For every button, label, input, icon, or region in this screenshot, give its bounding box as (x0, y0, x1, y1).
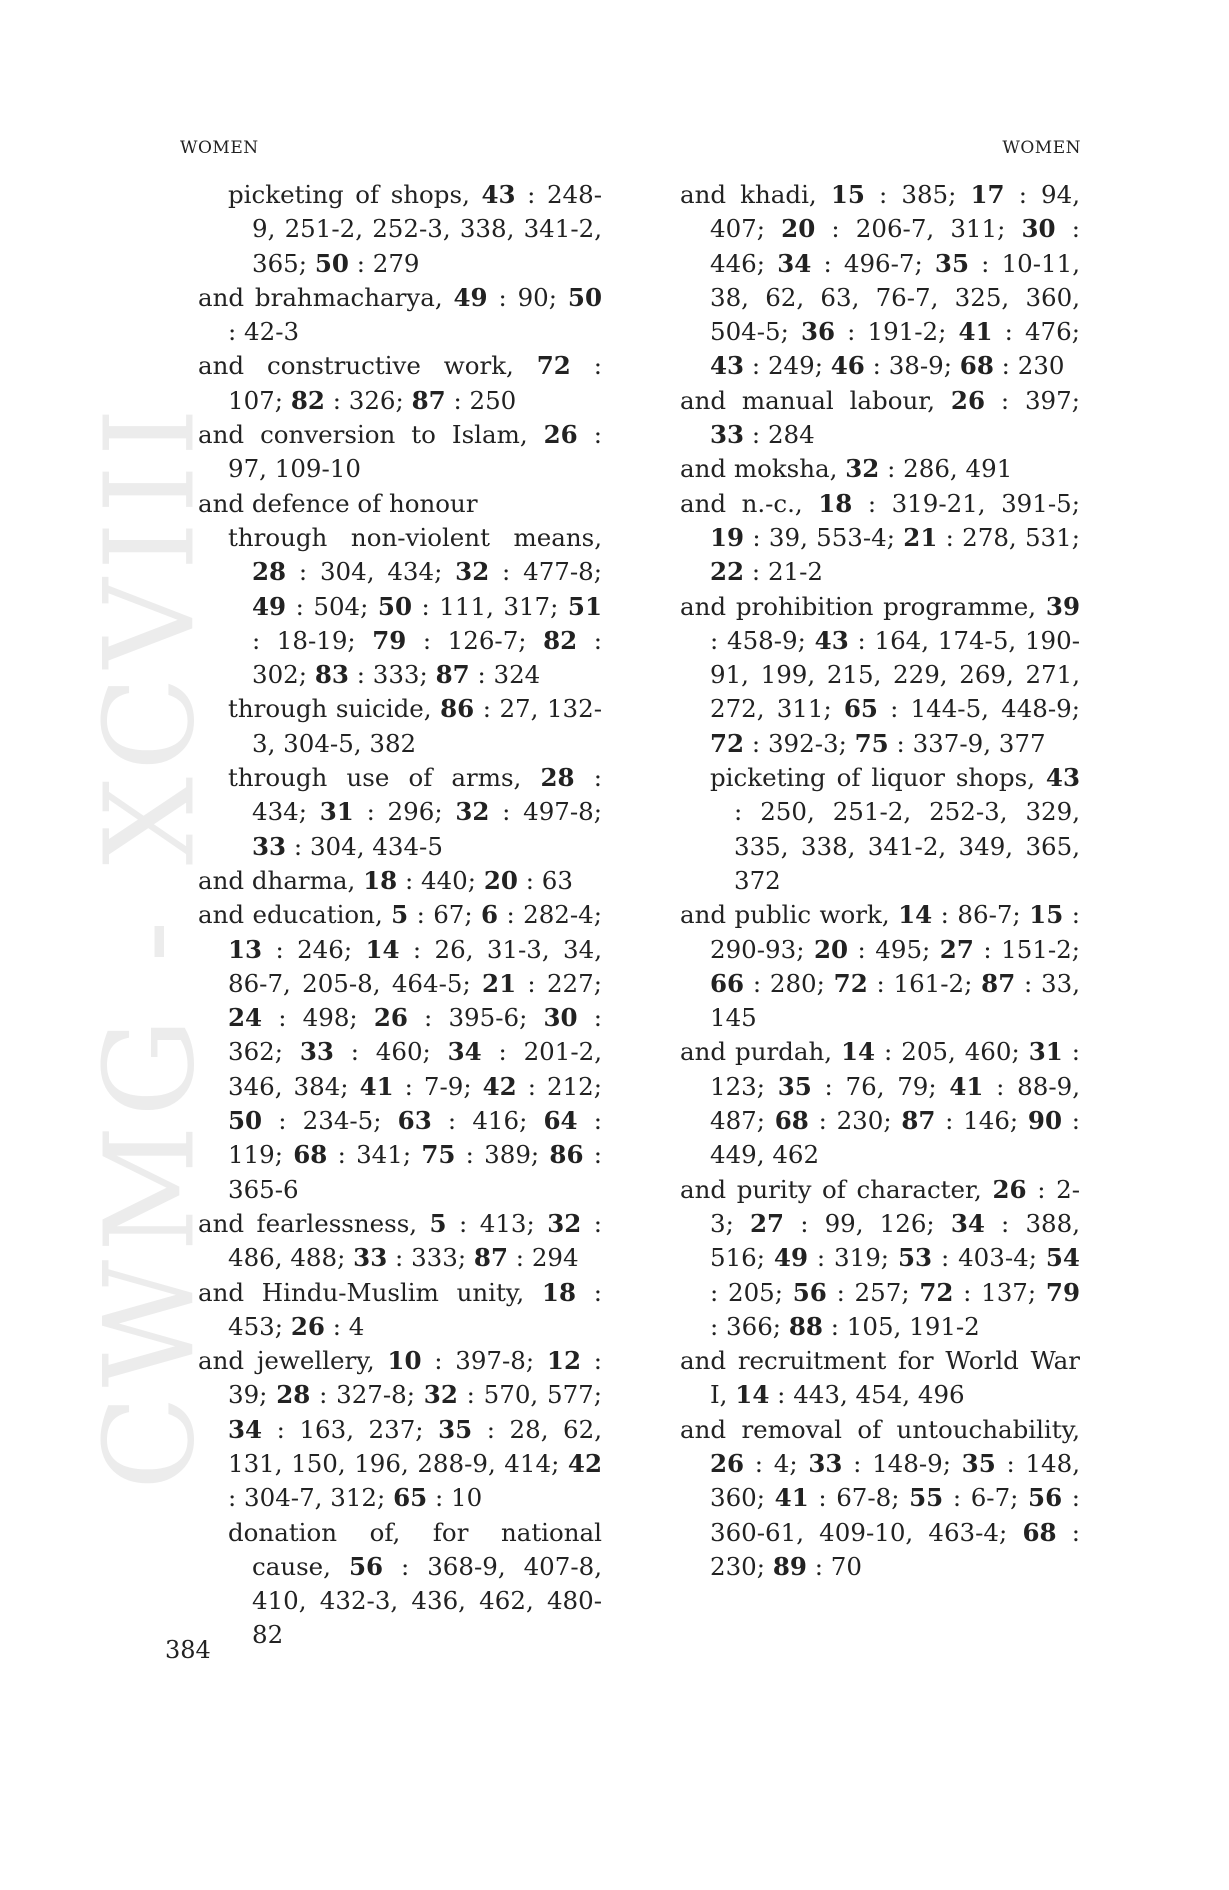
volume-number: 17 (970, 180, 1005, 209)
volume-number: 32 (547, 1208, 582, 1238)
index-entry: and defence of honour (198, 488, 478, 518)
volume-number: 22 (710, 557, 745, 587)
index-entry: and public work, 14 : 86-7; 15 : 290-93; 20 : 495; 27 : 151-2; 66 : 280; 72 : 161-2; 87 : 33, 145 (680, 900, 1081, 1033)
volume-number: 33 (299, 1037, 334, 1067)
index-subentry: picketing of liquor shops, 43 : 250, 251-2, 252-3, 329, 335, 338, 341-2, 349, 365, 372 (710, 763, 1080, 895)
volume-number: 72 (833, 968, 868, 998)
volume-number: 14 (365, 934, 400, 964)
page-number: 384 (165, 1636, 211, 1664)
volume-number: 68 (774, 1106, 809, 1136)
index-entry: and prohibition programme, 39 : 458-9; 43 : 164, 174-5, 190-91, 199, 215, 229, 269, 271, 272, 311; 65 : 144-5, 448-9; 72 : 392-3; 75 : 337-9, 377 (680, 591, 1080, 758)
index-entry: and jewellery, 10 : 397-8; 12 : 39; 28 : 327-8; 32 : 570, 577; 34 : 163, 237; 35 : 28, 62, 131, 150, 196, 288-9, 414; 42 : 304-7, 312; 65 : 10 (198, 1346, 603, 1513)
index-entry: and removal of untouchability, 26 : 4; 33 : 148-9; 35 : 148, 360; 41 : 67-8; 55 : 6-7; 56 : 360-61, 409-10, 463-4; 68 : 230; 89 : 70 (680, 1414, 1081, 1581)
volume-number: 83 (314, 660, 349, 690)
volume-number: 15 (830, 180, 865, 209)
volume-number: 34 (447, 1037, 482, 1067)
volume-number: 26 (710, 1448, 745, 1478)
volume-number: 79 (372, 625, 407, 655)
volume-number: 18 (541, 1277, 577, 1307)
volume-number: 53 (897, 1243, 933, 1273)
index-entry: and Hindu-Muslim unity, 18 : 453; 26 : 4 (198, 1277, 602, 1341)
volume-number: 86 (440, 694, 475, 724)
volume-number: 33 (252, 831, 287, 861)
volume-number: 33 (353, 1243, 388, 1273)
volume-number: 26 (290, 1311, 325, 1341)
volume-number: 35 (961, 1448, 996, 1478)
volume-number: 87 (435, 660, 470, 690)
volume-number: 13 (228, 934, 263, 964)
volume-number: 43 (710, 351, 745, 381)
volume-number: 82 (543, 625, 578, 655)
volume-number: 72 (536, 351, 571, 381)
volume-number: 19 (710, 522, 745, 552)
volume-number: 20 (781, 214, 816, 244)
volume-number: 36 (800, 317, 836, 347)
running-head-left: WOMEN (180, 138, 259, 158)
index-entry: and manual labour, 26 : 397; 33 : 284 (680, 385, 1080, 450)
volume-number: 24 (228, 1003, 263, 1033)
volume-number: 55 (909, 1483, 944, 1513)
volume-number: 63 (397, 1106, 432, 1136)
volume-number: 18 (818, 488, 853, 518)
index-column-left (198, 178, 602, 1653)
volume-number: 79 (1045, 1277, 1080, 1307)
running-head-right: WOMEN (1002, 138, 1081, 158)
volume-number: 50 (567, 282, 602, 312)
volume-number: 14 (840, 1037, 876, 1067)
volume-number: 14 (898, 900, 933, 930)
volume-number: 42 (567, 1448, 602, 1478)
volume-number: 41 (359, 1071, 394, 1101)
volume-number: 75 (854, 728, 889, 758)
volume-number: 42 (482, 1071, 517, 1101)
volume-number: 27 (749, 1208, 785, 1238)
volume-number: 31 (319, 797, 354, 827)
volume-number: 43 (1045, 763, 1080, 793)
volume-number: 28 (276, 1380, 311, 1410)
volume-number: 65 (393, 1483, 428, 1513)
volume-number: 68 (1022, 1517, 1057, 1547)
volume-number: 31 (1028, 1037, 1063, 1067)
volume-number: 65 (843, 694, 878, 724)
volume-number: 68 (959, 351, 994, 381)
volume-number: 49 (453, 282, 488, 312)
volume-number: 87 (411, 385, 446, 415)
volume-number: 34 (228, 1414, 263, 1444)
volume-number: 88 (788, 1311, 823, 1341)
index-subentry: through non-violent means, 28 : 304, 434; 32 : 477-8; 49 : 504; 50 : 111, 317; 51 : 18-19; 79 : 126-7; 82 : 302; 83 : 333; 87 : 324 (228, 522, 602, 690)
index-entry: and khadi, 15 : 385; 17 : 94, 407; 20 : 206-7, 311; 30 : 446; 34 : 496-7; 35 : 10-11, 38, 62, 63, 76-7, 325, 360, 504-5; 36 : 191-2; 41 : 476; 43 : 249; 46 : 38-9; 68 : 230 (680, 180, 1081, 381)
volume-number: 34 (950, 1208, 985, 1238)
volume-number: 41 (949, 1071, 984, 1101)
volume-number: 32 (845, 454, 880, 484)
volume-number: 82 (290, 385, 325, 415)
index-entry: and dharma, 18 : 440; 20 : 63 (198, 865, 573, 895)
volume-number: 15 (1029, 900, 1064, 930)
index-subentry: through suicide, 86 : 27, 132-3, 304-5, 382 (228, 694, 602, 758)
volume-number: 18 (363, 865, 398, 895)
volume-number: 54 (1045, 1243, 1080, 1273)
index-subentry: through use of arms, 28 : 434; 31 : 296; 32 : 497-8; 33 : 304, 434-5 (228, 763, 603, 861)
watermark-text: CWMG - XCVIII (78, 399, 222, 1491)
index-entry: and purdah, 14 : 205, 460; 31 : 123; 35 : 76, 79; 41 : 88-9, 487; 68 : 230; 87 : 146; 90 : 449, 462 (680, 1037, 1080, 1170)
volume-number: 32 (455, 797, 490, 827)
volume-number: 90 (1027, 1106, 1063, 1136)
volume-number: 26 (373, 1003, 408, 1033)
volume-number: 50 (377, 591, 413, 621)
volume-number: 72 (919, 1277, 954, 1307)
volume-number: 56 (1028, 1483, 1063, 1513)
volume-number: 46 (830, 351, 865, 381)
volume-number: 30 (543, 1003, 578, 1033)
volume-number: 14 (735, 1380, 770, 1410)
volume-number: 10 (387, 1346, 422, 1376)
index-entry: and education, 5 : 67; 6 : 282-4; 13 : 246; 14 : 26, 31-3, 34, 86-7, 205-8, 464-5; 21 : 227; 24 : 498; 26 : 395-6; 30 : 362; 33 : 460; 34 : 201-2, 346, 384; 41 : 7-9; 42 : 212; 50 : 234-5; 63 : 416; 64 : 119; 68 : 341; 75 : 389; 86 : 365-6 (198, 900, 603, 1204)
volume-number: 56 (792, 1277, 827, 1307)
index-entry: and recruitment for World War I, 14 : 443, 454, 496 (680, 1346, 1080, 1410)
index-entry: and conversion to Islam, 26 : 97, 109-10 (198, 420, 602, 484)
index-column-right (680, 178, 1080, 1584)
volume-number: 66 (710, 968, 745, 998)
index-entry: and constructive work, 72 : 107; 82 : 326; 87 : 250 (198, 351, 602, 415)
volume-number: 32 (455, 557, 490, 587)
volume-number: 35 (438, 1414, 473, 1444)
volume-number: 89 (772, 1551, 807, 1581)
volume-number: 87 (981, 968, 1016, 998)
volume-number: 26 (543, 420, 578, 450)
volume-number: 49 (773, 1243, 809, 1273)
volume-number: 6 (481, 900, 499, 930)
volume-number: 50 (314, 248, 349, 278)
volume-number: 27 (939, 934, 974, 964)
volume-number: 64 (543, 1106, 578, 1136)
volume-number: 68 (293, 1140, 328, 1170)
volume-number: 12 (546, 1346, 581, 1376)
volume-number: 28 (540, 763, 575, 793)
volume-number: 20 (813, 934, 849, 964)
index-entry: and purity of character, 26 : 2-3; 27 : 99, 126; 34 : 388, 516; 49 : 319; 53 : 403-4; 54 : 205; 56 : 257; 72 : 137; 79 : 366; 88 : 105, 191-2 (680, 1174, 1080, 1341)
volume-number: 39 (1045, 591, 1080, 621)
index-subentry: donation of, for national cause, 56 : 368-9, 407-8, 410, 432-3, 436, 462, 480-82 (228, 1517, 603, 1650)
volume-number: 50 (228, 1106, 263, 1136)
volume-number: 41 (774, 1483, 809, 1513)
volume-number: 21 (482, 968, 517, 998)
volume-number: 75 (421, 1140, 456, 1170)
volume-number: 26 (992, 1174, 1027, 1204)
volume-number: 26 (950, 385, 986, 415)
index-subentry: picketing of shops, 43 : 248-9, 251-2, 252-3, 338, 341-2, 365; 50 : 279 (228, 180, 602, 278)
volume-number: 86 (549, 1140, 584, 1170)
volume-number: 32 (423, 1380, 458, 1410)
volume-number: 43 (814, 625, 849, 655)
volume-number: 72 (710, 728, 745, 758)
volume-number: 49 (252, 591, 287, 621)
index-entry: and brahmacharya, 49 : 90; 50 : 42-3 (198, 282, 602, 347)
volume-number: 5 (391, 900, 409, 930)
volume-number: 41 (958, 317, 993, 347)
volume-number: 28 (252, 557, 287, 587)
index-entry: and n.-c., 18 : 319-21, 391-5; 19 : 39, 553-4; 21 : 278, 531; 22 : 21-2 (680, 488, 1080, 587)
volume-number: 51 (567, 591, 602, 621)
volume-number: 30 (1021, 214, 1056, 244)
volume-number: 21 (903, 522, 938, 552)
volume-number: 34 (777, 248, 812, 278)
volume-number: 87 (473, 1243, 509, 1273)
volume-number: 35 (777, 1071, 812, 1101)
volume-number: 56 (348, 1551, 384, 1581)
volume-number: 43 (481, 180, 516, 209)
volume-number: 33 (710, 420, 745, 450)
volume-number: 87 (901, 1106, 936, 1136)
index-entry: and fearlessness, 5 : 413; 32 : 486, 488; 33 : 333; 87 : 294 (198, 1208, 602, 1273)
volume-number: 20 (483, 865, 518, 895)
volume-number: 35 (934, 248, 970, 278)
volume-number: 33 (808, 1448, 843, 1478)
volume-number: 5 (429, 1208, 447, 1238)
index-entry: and moksha, 32 : 286, 491 (680, 454, 1013, 484)
